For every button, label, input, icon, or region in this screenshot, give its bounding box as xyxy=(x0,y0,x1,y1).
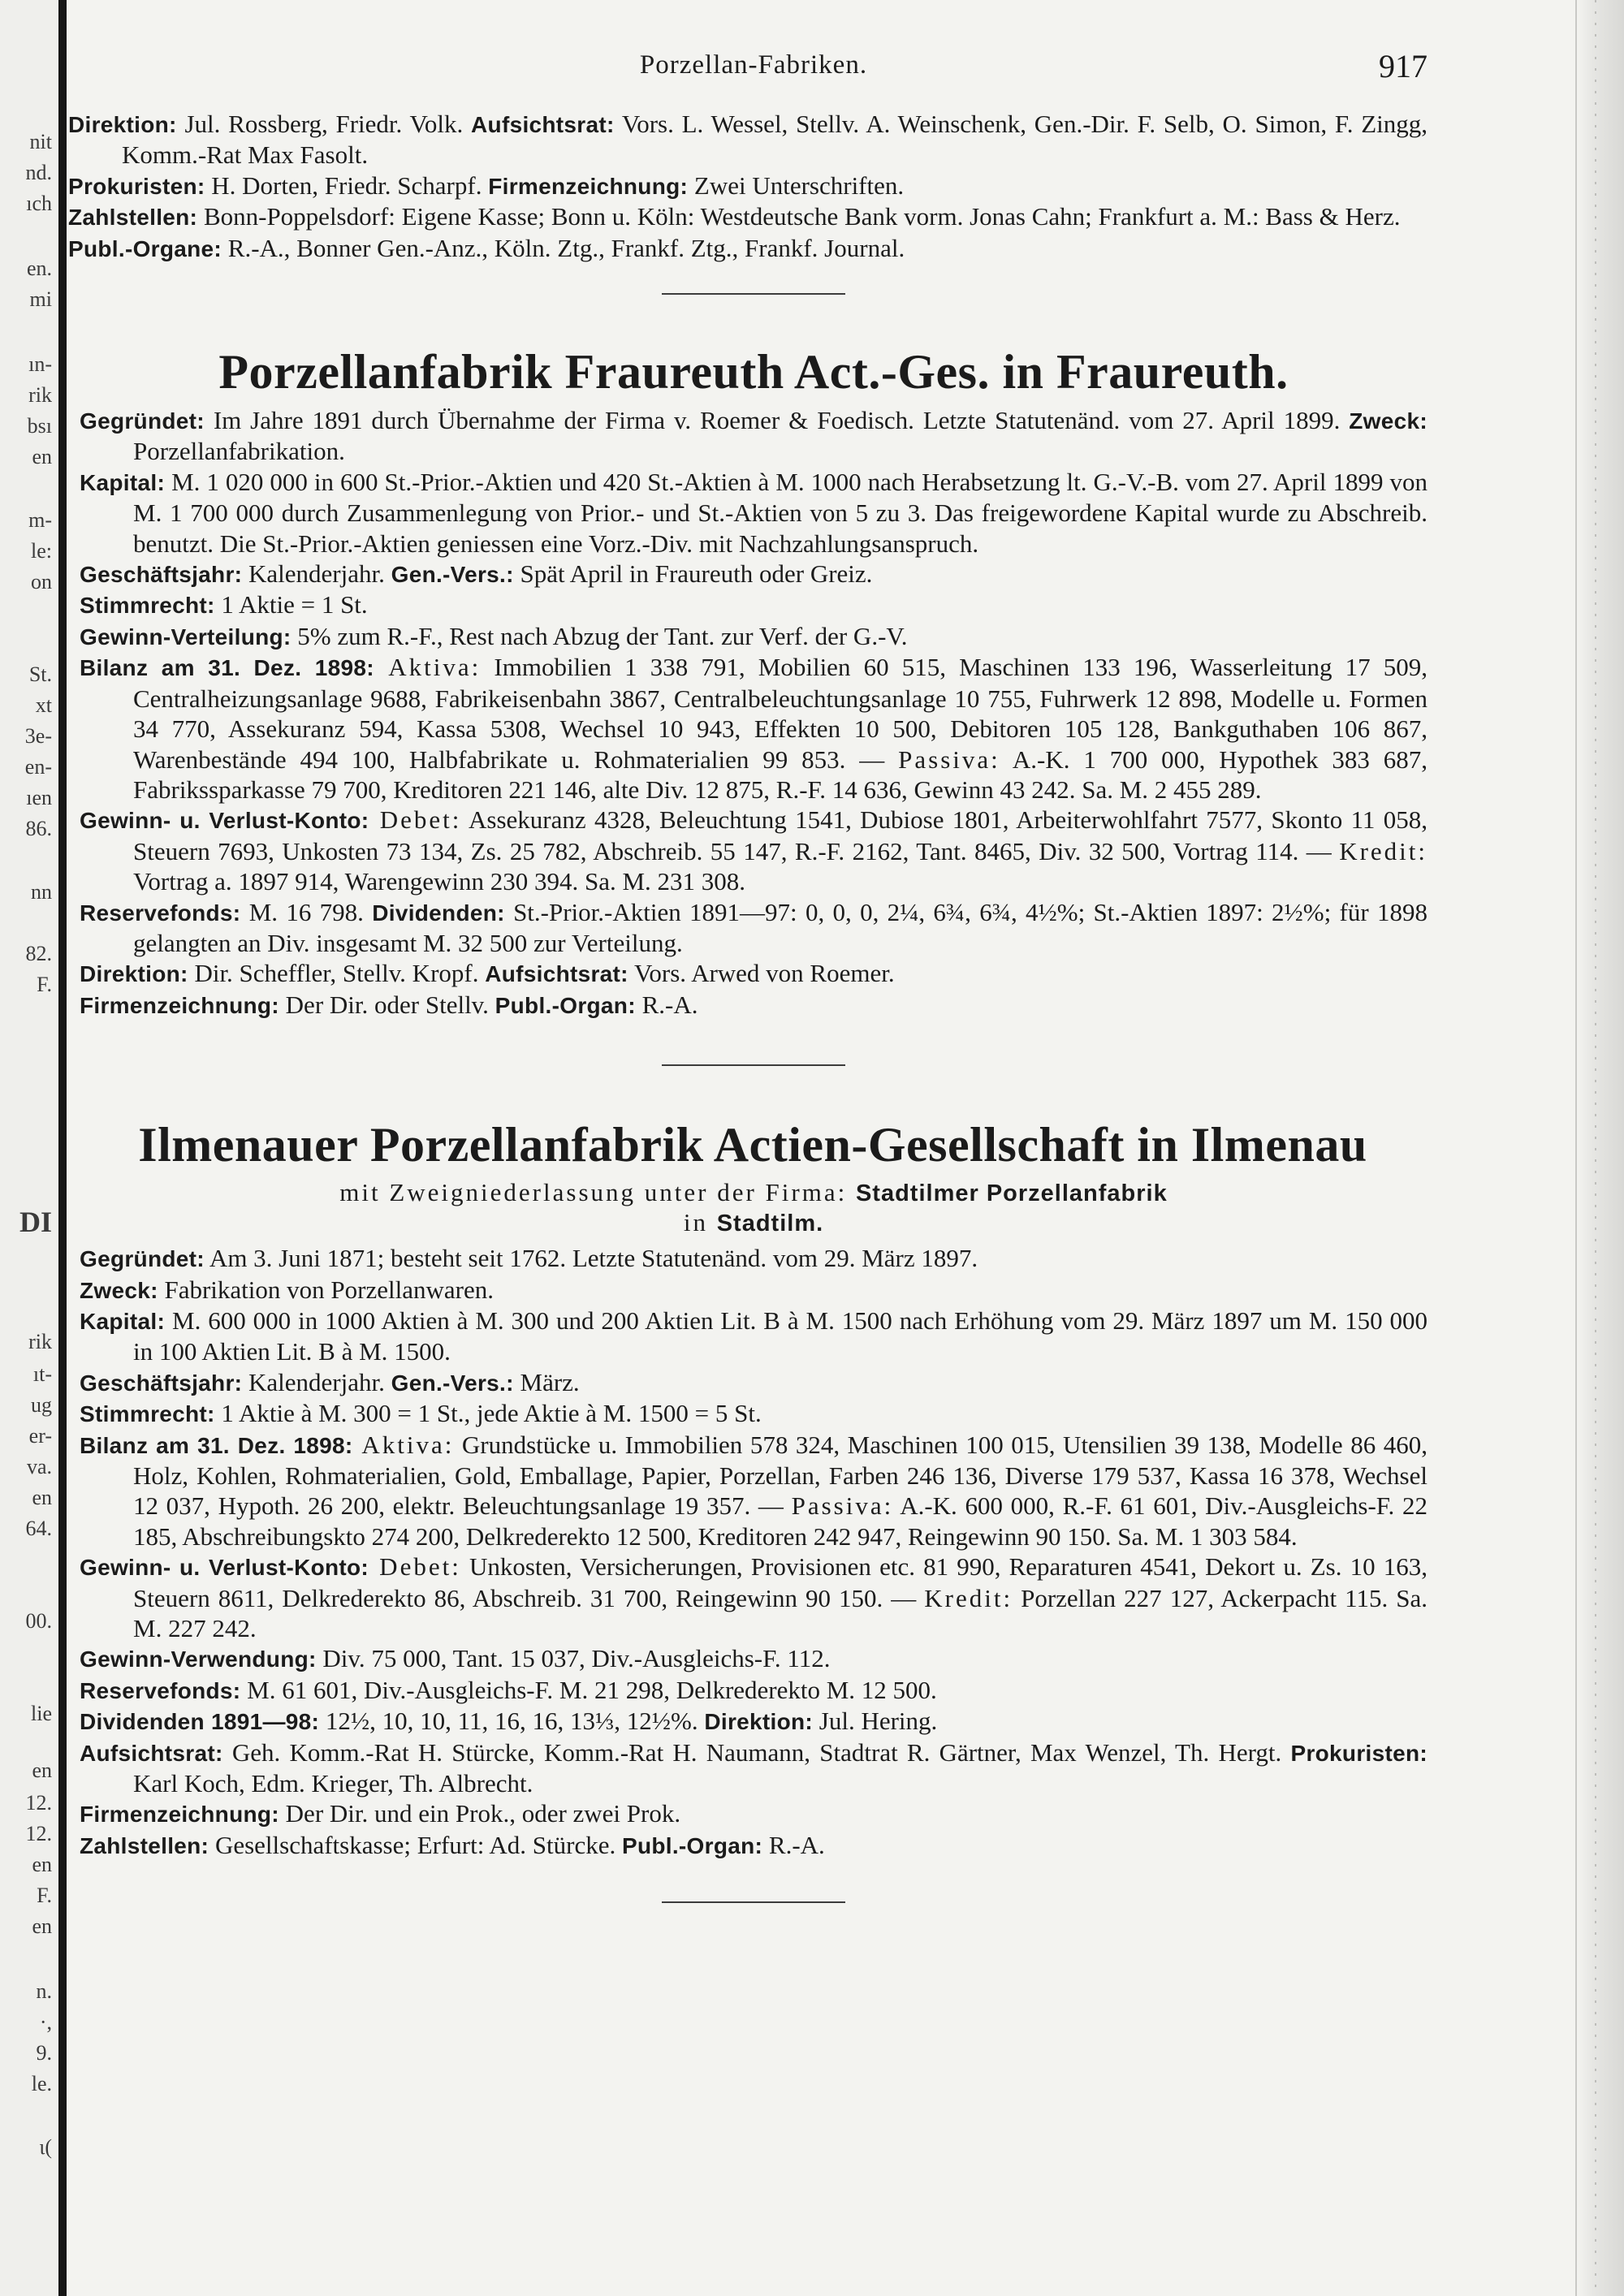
margin-fragment: nd. xyxy=(25,161,52,184)
subheading-text: in xyxy=(683,1208,717,1237)
debet-word: Debet: xyxy=(369,805,462,835)
field-kapital xyxy=(80,1306,1427,1367)
field-text: Im Jahre 1891 durch Übernahme der Firma v. Roemer & Foedisch. Letzte Statutenänd. vom 27. April 1899. xyxy=(204,406,1350,435)
margin-fragment: n. xyxy=(36,1979,52,2003)
field-text: Kalenderjahr. xyxy=(242,559,391,589)
field-text: Der Dir. und ein Prok., oder zwei Prok. xyxy=(279,1799,681,1828)
field-dividenden xyxy=(80,1706,1427,1737)
margin-fragment: DI xyxy=(19,1206,52,1238)
field-reservefonds xyxy=(80,1675,1427,1706)
margin-fragment: 9. xyxy=(36,2041,52,2065)
company-subheading xyxy=(80,1178,1427,1238)
field-text: Zwei Unterschriften. xyxy=(688,170,905,200)
field-label: Dividenden 1891—98: xyxy=(80,1709,320,1735)
field-label: Firmenzeichnung: xyxy=(80,1802,279,1828)
page-edge-ticks xyxy=(1595,0,1596,2296)
field-text: Am 3. Juni 1871; besteht seit 1762. Letzte Statutenänd. vom 29. März 1897. xyxy=(204,1244,978,1273)
field-text: R.-A. xyxy=(635,990,698,1019)
running-header xyxy=(80,50,1427,99)
margin-fragment: F. xyxy=(37,1884,52,1907)
field-text: A.-K. 1 700 000, Hypothek 383 687, Fabrikssparkasse 79 700, Kreditoren 221 146, alte Div. 12 875, R.-F. 14 636, Gewinn 43 242. Sa. M. 2 455 289. xyxy=(133,744,1427,804)
entry-ilmenau xyxy=(80,1116,1427,1861)
margin-fragment: en xyxy=(32,1486,52,1509)
field-label: Publ.-Organe: xyxy=(68,235,222,261)
margin-fragment: nn xyxy=(31,880,52,904)
company-heading: Ilmenauer Porzellanfabrik Actien-Gesellschaft in Ilmenau xyxy=(138,1118,1367,1172)
field-text: Fabrikation von Porzellanwaren. xyxy=(158,1275,494,1304)
field-label: Kapital: xyxy=(80,1308,166,1334)
page-edge-shadow xyxy=(1575,0,1624,2296)
margin-fragment: xt xyxy=(35,693,52,717)
field-label: Aufsichtsrat: xyxy=(80,1740,223,1766)
field-label: Reservefonds: xyxy=(80,1677,241,1703)
field-gewinn-verteilung xyxy=(80,621,1427,652)
page-number: 917 xyxy=(1379,48,1427,84)
field-text: Kalenderjahr. xyxy=(242,1367,391,1396)
margin-fragment: en- xyxy=(24,755,52,779)
margin-fragment: ι( xyxy=(39,2135,52,2159)
section-divider xyxy=(662,1064,845,1066)
field-label: Zahlstellen: xyxy=(68,205,198,231)
field-text: Bonn-Poppelsdorf: Eigene Kasse; Bonn u. Köln: Westdeutsche Bank vorm. Jonas Cahn; Frankfurt a. M.: Bass & Herz. xyxy=(197,202,1401,231)
section-divider xyxy=(662,293,845,295)
field-text: 1 Aktie à M. 300 = 1 St., jede Aktie à M. 1500 = 5 St. xyxy=(214,1399,762,1428)
field-bilanz xyxy=(80,652,1427,805)
field-aufsichtsrat xyxy=(80,1737,1427,1799)
field-text: Der Dir. oder Stellv. xyxy=(279,990,495,1019)
field-label: Prokuristen: xyxy=(68,173,205,199)
field-label: Kapital: xyxy=(80,469,166,495)
kredit-word: Kredit: xyxy=(1339,836,1427,865)
field-label: Stimmrecht: xyxy=(80,593,215,619)
entry-line-zahlstellen xyxy=(68,201,1427,232)
field-text: 5% zum R.-F., Rest nach Abzug der Tant. zur Verf. der G.-V. xyxy=(291,621,908,650)
field-label: Publ.-Organ: xyxy=(621,1832,763,1858)
margin-fragment: 82. xyxy=(25,942,52,965)
field-label: Gewinn-Verwendung: xyxy=(80,1646,317,1672)
field-text: M. 61 601, Div.-Ausgleichs-F. M. 21 298, Delkrederekto M. 12 500. xyxy=(240,1675,937,1704)
field-gewinn-verlust xyxy=(80,1552,1427,1643)
field-label: Direktion: xyxy=(80,961,188,987)
field-reservefonds xyxy=(80,897,1427,959)
margin-fragment: bsı xyxy=(27,414,52,438)
field-label: Geschäftsjahr: xyxy=(80,1370,243,1396)
field-firmenzeichnung xyxy=(80,990,1427,1021)
branch-firm-name: Stadtilmer Porzellanfabrik xyxy=(855,1180,1168,1207)
field-geschaeftsjahr xyxy=(80,559,1427,589)
field-label: Publ.-Organ: xyxy=(495,992,636,1018)
kredit-word: Kredit: xyxy=(924,1583,1013,1612)
page-body xyxy=(68,48,1428,1903)
field-text: Div. 75 000, Tant. 15 037, Div.-Ausgleichs-F. 112. xyxy=(316,1644,831,1673)
field-text: Geh. Komm.-Rat H. Stürcke, Komm.-Rat H. Naumann, Stadtrat R. Gärtner, Max Wenzel, Th. Hergt. xyxy=(222,1737,1291,1767)
field-label: Zweck: xyxy=(1349,408,1427,434)
field-label: Zahlstellen: xyxy=(80,1832,209,1858)
field-label: Firmenzeichnung: xyxy=(80,992,279,1018)
field-geschaeftsjahr xyxy=(80,1367,1427,1398)
field-kapital xyxy=(80,467,1427,559)
field-label: Gegründet: xyxy=(80,408,205,434)
margin-fragment: en xyxy=(32,1914,52,1938)
entry-fraureuth xyxy=(80,343,1427,1021)
field-text: März. xyxy=(513,1367,580,1396)
field-text: Immobilien 1 338 791, Mobilien 60 515, Maschinen 133 196, Wasserleitung 17 509, Centralheizungsanlage 9688, Fabrikeisenbahn 3867, Centralbeleuchtungsanlage 10 755, Fuhrwerk 12 898, Modelle u. Formen 34 770, Assekuranz 594, Kassa 5308, Wechsel 10 943, Effekten 10 500, Debitoren 105 128, Bankguthaben 106 867, Warenbestände 494 100, Halbfabrikate u. Rohmaterialien 99 853. — xyxy=(133,653,1427,774)
passiva-word: Passiva: xyxy=(791,1491,894,1521)
margin-fragment: ıch xyxy=(26,192,52,215)
passiva-word: Passiva: xyxy=(898,744,1000,774)
field-text: Vortrag a. 1897 914, Warengewinn 230 394. Sa. M. 231 308. xyxy=(133,867,746,896)
field-text: M. 600 000 in 1000 Aktien à M. 300 und 200 Aktien Lit. B à M. 1500 nach Erhöhung vom 29. März 1897 um M. 150 000 in 100 Aktien Lit. B à M. 1500. xyxy=(133,1306,1427,1366)
entry-previous-tail xyxy=(68,109,1428,264)
margin-fragment: 12. xyxy=(25,1791,52,1815)
field-text: Vors. Arwed von Roemer. xyxy=(628,959,895,988)
field-text: Grundstücke u. Immobilien 578 324, Maschinen 100 015, Utensilien 39 138, Modelle 86 460, Holz, Kohlen, Rohmaterialien, Gold, Emballage, Papier, Porzellan, Farben 246 136, Diverse 179 537, Kassa 16 378, Wechsel 12 037, Hypoth. 26 200, elektr. Beleuchtungsanlage 19 357. — xyxy=(133,1430,1427,1521)
field-label: Aufsichtsrat: xyxy=(471,112,615,137)
field-text: M. 16 798. xyxy=(240,897,373,926)
field-label: Dividenden: xyxy=(372,900,505,926)
margin-fragment: 64. xyxy=(25,1517,52,1540)
field-label: Aufsichtsrat: xyxy=(485,961,628,987)
margin-fragment: le: xyxy=(31,539,52,563)
field-label: Stimmrecht: xyxy=(80,1401,215,1427)
company-heading: Porzellanfabrik Fraureuth Act.-Ges. in Fraureuth. xyxy=(218,345,1289,399)
margin-fragment: mi xyxy=(29,287,52,311)
aktiva-word: Aktiva: xyxy=(352,1430,455,1459)
field-text: Jul. Rossberg, Friedr. Volk. xyxy=(176,110,472,138)
field-gewinn-verwendung xyxy=(80,1643,1427,1674)
margin-fragment: en xyxy=(32,1853,52,1876)
running-title: Porzellan-Fabriken. xyxy=(639,50,868,80)
margin-fragment: 86. xyxy=(25,817,52,840)
margin-fragment: ın- xyxy=(28,352,52,376)
field-zweck xyxy=(80,1275,1427,1306)
field-firmenzeichnung xyxy=(80,1798,1427,1829)
field-text: 12½, 10, 10, 11, 16, 16, 13⅓, 12½%. xyxy=(319,1707,705,1736)
field-label: Bilanz am 31. Dez. 1898: xyxy=(80,655,374,681)
margin-fragment: lie xyxy=(31,1702,52,1725)
field-text: Porzellan 227 127, Ackerpacht 115. Sa. M. 227 242. xyxy=(133,1583,1427,1643)
aktiva-word: Aktiva: xyxy=(374,653,482,682)
field-text: R.-A., Bonner Gen.-Anz., Köln. Ztg., Frankf. Ztg., Frankf. Journal. xyxy=(222,233,905,262)
section-divider xyxy=(662,1901,845,1903)
field-text: Dir. Scheffler, Stellv. Kropf. xyxy=(188,959,486,988)
field-bilanz xyxy=(80,1430,1427,1552)
field-text: Vors. L. Wessel, Stellv. A. Weinschenk, Gen.-Dir. F. Selb, O. Simon, F. Zingg, Komm.-Rat Max Fasolt. xyxy=(122,110,1428,170)
field-label: Geschäftsjahr: xyxy=(80,562,243,588)
field-label: Reservefonds: xyxy=(80,900,241,926)
field-label: Prokuristen: xyxy=(1290,1740,1427,1766)
margin-fragment: on xyxy=(31,570,52,593)
entry-line-prokuristen xyxy=(68,170,1427,201)
margin-fragment: le. xyxy=(31,2072,52,2095)
field-text: M. 1 020 000 in 600 St.-Prior.-Aktien und 420 St.-Aktien à M. 1000 nach Herabsetzung lt. G.-V.-B. vom 27. April 1899 von M. 1 700 000 durch Zusammenlegung von Prior.- und St.-Aktien von 5 zu 3. Das freigewordene Kapital wurde zu Abschreib. benutzt. Die St.-Prior.-Aktien geniessen eine Vorz.-Div. mit Nachzahlungsanspruch. xyxy=(133,467,1427,558)
field-label: Firmenzeichnung: xyxy=(488,173,689,199)
field-text: Gesellschaftskasse; Erfurt: Ad. Stürcke. xyxy=(209,1830,622,1859)
margin-fragment: en xyxy=(32,445,52,468)
margin-fragment: ·, xyxy=(39,2010,52,2034)
entry-line-direktion xyxy=(68,109,1427,170)
margin-fragment: St. xyxy=(28,662,52,686)
margin-fragment: 12. xyxy=(25,1822,52,1845)
margin-fragment: rik xyxy=(28,383,52,407)
margin-fragment: ıt- xyxy=(32,1362,52,1386)
entry-line-publ-organe xyxy=(68,233,1427,264)
margin-fragment: er- xyxy=(28,1424,52,1448)
branch-location: Stadtilm. xyxy=(716,1211,824,1237)
field-label: Direktion: xyxy=(68,112,177,137)
field-text: Assekuranz 4328, Beleuchtung 1541, Dubiose 1801, Arbeiterwohlfahrt 7577, Skonto 11 058, Steuern 7693, Unkosten 73 134, Zs. 25 782, Abschreib. 55 147, R.-F. 2162, Tant. 8465, Div. 32 500, Vortrag 114. — xyxy=(133,805,1428,865)
margin-fragment: nit xyxy=(29,130,52,153)
margin-fragment: en xyxy=(32,1759,52,1782)
field-label: Direktion: xyxy=(704,1709,814,1735)
margin-fragment: F. xyxy=(37,973,52,996)
margin-fragment: m- xyxy=(28,508,52,532)
field-gegruendet xyxy=(80,405,1427,467)
field-label: Gewinn- u. Verlust-Konto: xyxy=(80,808,369,834)
field-direktion xyxy=(80,958,1427,989)
field-text: St.-Prior.-Aktien 1891—97: 0, 0, 0, 2¼, 6¾, 6¾, 4½%; St.-Aktien 1897: 2½%; für 1898 gelangten an Div. insgesamt M. 32 500 zur Verteilung. xyxy=(133,897,1427,957)
field-text: Spät April in Fraureuth oder Greiz. xyxy=(513,559,873,589)
field-stimmrecht xyxy=(80,589,1427,620)
field-text: Karl Koch, Edm. Krieger, Th. Albrecht. xyxy=(133,1769,533,1798)
subheading-text: mit Zweigniederlassung unter der Firma: xyxy=(339,1178,856,1207)
field-stimmrecht xyxy=(80,1398,1427,1429)
margin-fragment: rik xyxy=(28,1330,52,1353)
field-label: Gewinn-Verteilung: xyxy=(80,624,292,650)
field-gegruendet xyxy=(80,1243,1427,1274)
margin-fragment: va. xyxy=(26,1455,52,1478)
margin-fragment: ug xyxy=(31,1393,52,1417)
field-text: H. Dorten, Friedr. Scharpf. xyxy=(205,170,489,200)
field-text: Porzellanfabrikation. xyxy=(133,437,345,466)
field-label: Gen.-Vers.: xyxy=(391,562,514,588)
field-text: 1 Aktie = 1 St. xyxy=(214,590,368,619)
field-gewinn-verlust xyxy=(80,805,1427,896)
debet-word: Debet: xyxy=(369,1552,461,1582)
binding-gutter xyxy=(0,0,68,2296)
field-text: Unkosten, Versicherungen, Provisionen etc. 81 990, Reparaturen 4541, Dekort u. Zs. 10 163, Steuern 8611, Delkrederekto 86, Abschreib. 31 700, Reingewinn 90 150. — xyxy=(133,1552,1428,1612)
field-label: Gewinn- u. Verlust-Konto: xyxy=(80,1555,369,1581)
field-text: Jul. Hering. xyxy=(813,1707,938,1736)
margin-fragment: 00. xyxy=(25,1609,52,1633)
field-zahlstellen xyxy=(80,1830,1427,1861)
margin-fragment: ıen xyxy=(26,786,52,809)
field-label: Gegründet: xyxy=(80,1246,205,1272)
field-label: Bilanz am 31. Dez. 1898: xyxy=(80,1432,353,1458)
margin-fragment: 3e- xyxy=(24,724,52,748)
margin-fragment: en. xyxy=(26,257,52,280)
field-label: Gen.-Vers.: xyxy=(391,1370,514,1396)
field-text: R.-A. xyxy=(762,1830,825,1859)
field-text: A.-K. 600 000, R.-F. 61 601, Div.-Ausgleichs-F. 22 185, Abschreibungskto 274 200, Delkrederekto 12 500, Kreditoren 242 947, Reingewinn 90 150. Sa. M. 1 303 584. xyxy=(133,1491,1427,1551)
field-label: Zweck: xyxy=(80,1277,158,1303)
